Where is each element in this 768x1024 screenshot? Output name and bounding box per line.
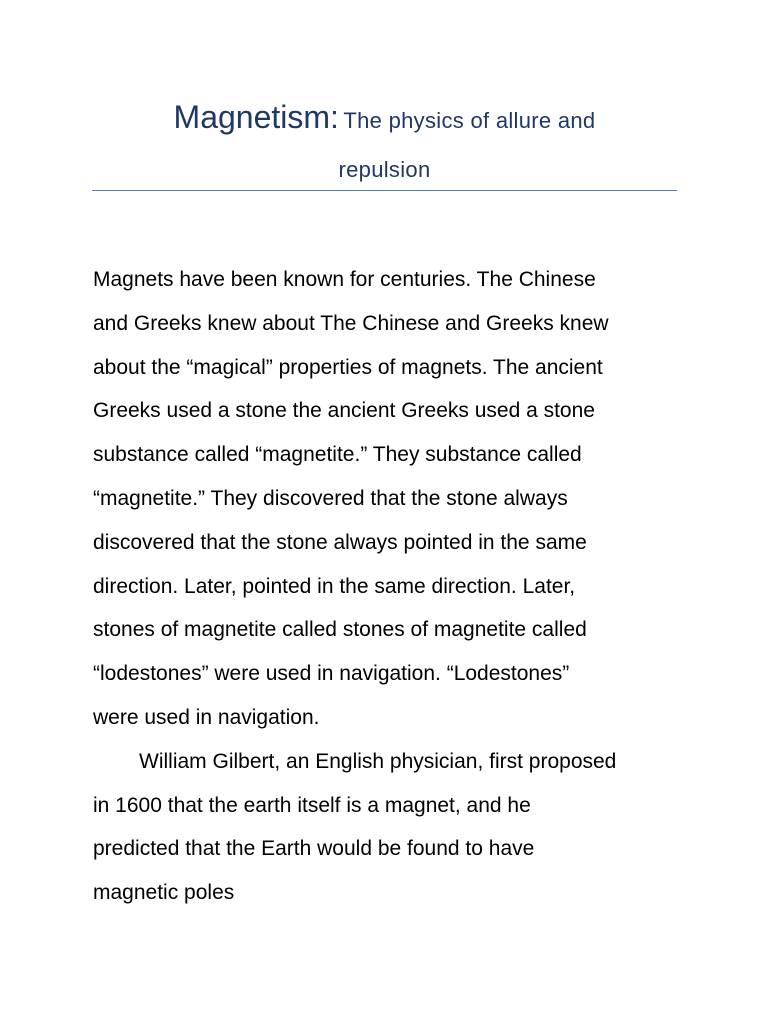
paragraph-line: Magnets have been known for centuries. The Chinese xyxy=(93,268,596,291)
title-divider xyxy=(92,190,677,191)
paragraph-line: William Gilbert, an English physician, first proposed xyxy=(139,749,617,773)
paragraph-1 xyxy=(93,258,683,740)
paragraph-line: direction. Later, pointed in the same direction. Later, xyxy=(93,574,576,598)
paragraph-line: “magnetite.” They discovered that the stone always xyxy=(93,486,568,510)
paragraph-line: stones of magnetite called stones of magnetite called xyxy=(93,618,587,642)
paragraph-2 xyxy=(93,740,683,915)
paragraph-line: and Greeks knew about The Chinese and Greeks knew xyxy=(93,311,609,335)
paragraph-line: in 1600 that the earth itself is a magnet, and he xyxy=(93,793,531,817)
paragraph-line: substance called “magnetite.” They substance called xyxy=(93,443,582,467)
title-line-1 xyxy=(92,94,677,147)
title-main: Magnetism: xyxy=(173,99,339,135)
paragraph-line: magnetic poles xyxy=(93,881,235,905)
body-text xyxy=(93,258,683,915)
paragraph-line: discovered that the stone always pointed in the same xyxy=(93,530,587,554)
title-subtitle-part1: The physics of allure and xyxy=(343,108,596,133)
title-line-2 xyxy=(92,147,677,196)
paragraph-line: Greeks used a stone the ancient Greeks used a stone xyxy=(93,399,595,423)
paragraph-line: “lodestones” were used in navigation. “Lodestones” xyxy=(93,662,570,686)
document-title xyxy=(92,94,677,196)
title-subtitle-part2: repulsion xyxy=(338,157,431,182)
paragraph-line: were used in navigation. xyxy=(93,705,320,729)
paragraph-line: predicted that the Earth would be found to have xyxy=(93,837,535,861)
paragraph-line: about the “magical” properties of magnets. The ancient xyxy=(93,355,603,379)
